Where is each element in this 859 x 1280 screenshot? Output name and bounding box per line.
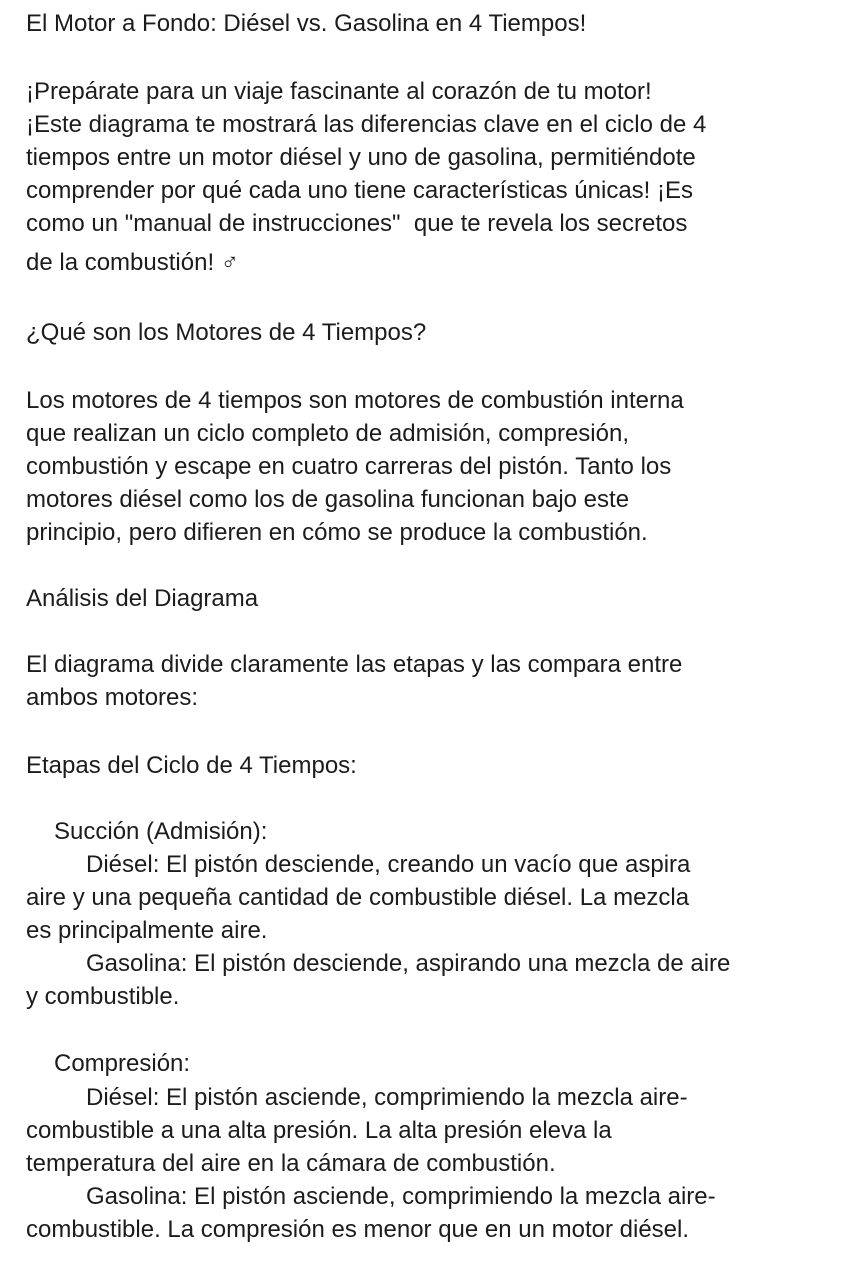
- paragraph-line: Diésel: El pistón desciende, creando un vacío que aspira: [86, 851, 691, 878]
- stage-heading-compression: Compresión:: [54, 1050, 191, 1077]
- intro-line: ¡Este diagrama te mostrará las diferencias clave en el ciclo de 4: [26, 111, 707, 138]
- paragraph-line: es principalmente aire.: [26, 917, 268, 944]
- section-heading-cycle-stages: Etapas del Ciclo de 4 Tiempos:: [26, 752, 357, 779]
- paragraph-line: que realizan un ciclo completo de admisión, compresión,: [26, 420, 629, 447]
- section-heading-diagram-analysis: Análisis del Diagrama: [26, 585, 259, 612]
- paragraph-line: Gasolina: El pistón asciende, comprimiendo la mezcla aire-: [86, 1183, 716, 1210]
- paragraph-line: aire y una pequeña cantidad de combustible diésel. La mezcla: [26, 884, 690, 911]
- intro-line: ¡Prepárate para un viaje fascinante al corazón de tu motor!: [26, 78, 652, 105]
- intro-line: comprender por qué cada uno tiene características únicas! ¡Es: [26, 177, 694, 204]
- intro-line: tiempos entre un motor diésel y uno de gasolina, permitiéndote: [26, 144, 696, 171]
- paragraph-line: y combustible.: [26, 983, 180, 1010]
- paragraph-line: combustible. La compresión es menor que en un motor diésel.: [26, 1216, 690, 1243]
- stage-heading-intake: Succión (Admisión):: [54, 818, 268, 845]
- document-title: El Motor a Fondo: Diésel vs. Gasolina en 4 Tiempos!: [26, 10, 587, 37]
- paragraph-line: Gasolina: El pistón desciende, aspirando una mezcla de aire: [86, 950, 731, 977]
- paragraph-line: combustible a una alta presión. La alta presión eleva la: [26, 1117, 612, 1144]
- intro-line: de la combustión! ♂: [26, 249, 239, 276]
- paragraph-line: temperatura del aire en la cámara de combustión.: [26, 1150, 556, 1177]
- paragraph-line: Diésel: El pistón asciende, comprimiendo la mezcla aire-: [86, 1084, 688, 1111]
- paragraph-line: principio, pero difieren en cómo se produce la combustión.: [26, 519, 648, 546]
- paragraph-line: Los motores de 4 tiempos son motores de combustión interna: [26, 387, 684, 414]
- paragraph-line: El diagrama divide claramente las etapas y las compara entre: [26, 651, 683, 678]
- paragraph-line: combustión y escape en cuatro carreras del pistón. Tanto los: [26, 453, 672, 480]
- intro-line: como un "manual de instrucciones" que te revela los secretos: [26, 210, 688, 237]
- section-heading-four-stroke: ¿Qué son los Motores de 4 Tiempos?: [26, 319, 427, 346]
- paragraph-line: motores diésel como los de gasolina funcionan bajo este: [26, 486, 630, 513]
- paragraph-line: ambos motores:: [26, 684, 199, 711]
